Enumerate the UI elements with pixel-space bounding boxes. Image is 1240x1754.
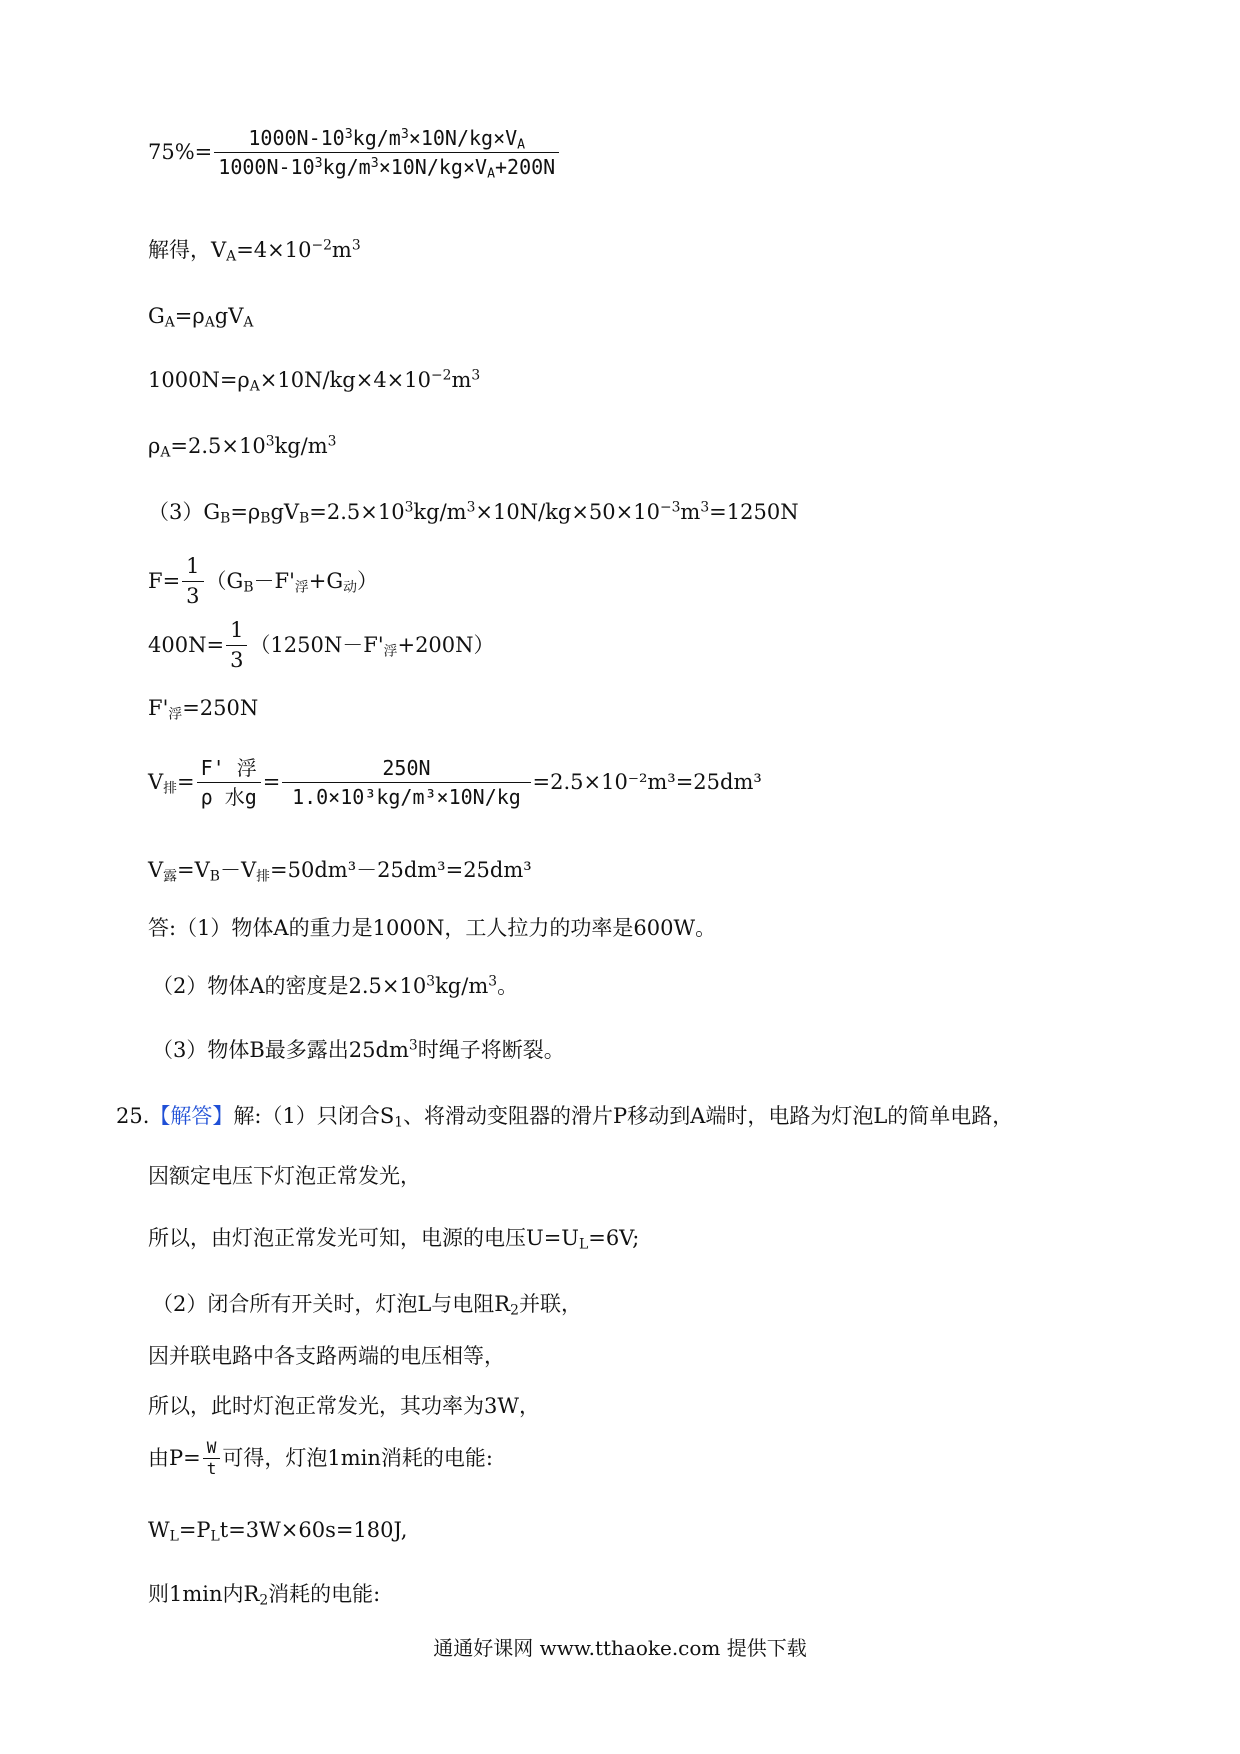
buoyancy-fraction bbox=[197, 758, 261, 807]
text: 则1min内R bbox=[148, 1582, 260, 1606]
text: 因额定电压下灯泡正常发光， bbox=[148, 1164, 421, 1188]
text: F' bbox=[148, 696, 169, 720]
text: =ρ bbox=[230, 500, 261, 524]
text: 400N= bbox=[148, 633, 225, 657]
text: =2.5×10 bbox=[170, 434, 266, 458]
text: m bbox=[680, 500, 701, 524]
text: kg/m bbox=[413, 500, 467, 524]
q25-line-4: （2）闭合所有开关时，灯泡L与电阻$R_2$并联， bbox=[152, 1292, 582, 1319]
f-prime-result: $F'_浮=250N$ bbox=[148, 696, 259, 723]
q25-line-7 bbox=[148, 1440, 493, 1477]
text: 解:（1）只闭合S bbox=[233, 1104, 395, 1128]
answer-3: （3）物体B最多露出$25dm^3$时绳子将断裂。 bbox=[152, 1037, 565, 1062]
text: 由P= bbox=[148, 1446, 201, 1470]
text: 并联， bbox=[518, 1292, 582, 1316]
text: 消耗的电能: bbox=[268, 1582, 381, 1606]
solve-va: 解得，$V_A=4\times 10^{-2}m^3$ bbox=[148, 237, 361, 265]
fraction-denominator: 1.0×10³kg/m³×10N/kg bbox=[292, 785, 521, 809]
text: =50dm³－25dm³=25dm³ bbox=[270, 858, 532, 882]
text: F= bbox=[148, 569, 181, 593]
text: （1250N－F' bbox=[249, 633, 384, 657]
text: 所以，此时灯泡正常发光，其功率为3W， bbox=[148, 1394, 540, 1418]
v-exposed-formula: $V_露=V_B-V_排=50dm^3-25dm^3=25dm^3$ bbox=[148, 858, 532, 885]
f-formula: F= $\frac{1}{3}$ $(G_B-F'_浮+G_动)$ bbox=[148, 554, 378, 608]
text: =1250N bbox=[709, 500, 799, 524]
text: ） bbox=[356, 569, 378, 593]
one-third-fraction: $\frac{1}{3}$ bbox=[182, 556, 203, 607]
text: 因并联电路中各支路两端的电压相等， bbox=[148, 1344, 505, 1368]
text: 所以，由灯泡正常发光可知，电源的电压U=U bbox=[148, 1226, 579, 1250]
text: 时绳子将断裂。 bbox=[417, 1038, 565, 1062]
q25-line-3: 所以，由灯泡正常发光可知，电源的电压$U=U_L=6V$; bbox=[148, 1226, 640, 1253]
text: t=3W×60s=180J, bbox=[219, 1518, 408, 1542]
efficiency-fraction bbox=[214, 126, 559, 182]
answer-1 bbox=[148, 918, 716, 939]
q25-line-8: $W_L=P_Lt=3W\times 60s=180J$, bbox=[148, 1518, 408, 1545]
text: V bbox=[148, 770, 164, 794]
f400-formula: 400N= $\frac{1}{3}$ $(1250N-F'_浮+200N)$ bbox=[148, 618, 495, 672]
text: =ρ bbox=[174, 304, 205, 328]
text: =2.5×10⁻²m³=25dm³ bbox=[532, 770, 762, 794]
text: =6V; bbox=[588, 1226, 640, 1250]
text: =250N bbox=[182, 696, 259, 720]
fraction-numerator: $1000N-10^3kg/m^3\times 10N/kg\times V_A$ bbox=[214, 128, 559, 153]
q25-line-2 bbox=[148, 1166, 421, 1187]
text: （3）物体B最多露出25dm bbox=[152, 1038, 409, 1062]
question-number: 25. bbox=[116, 1104, 150, 1128]
text: 1000N=ρ bbox=[148, 368, 250, 392]
text: （3）G bbox=[148, 500, 221, 524]
text: （2）闭合所有开关时，灯泡L与电阻R bbox=[152, 1292, 511, 1316]
text: 答:（1）物体A的重力是1000N，工人拉力的功率是600W。 bbox=[148, 916, 717, 940]
rho-substitution: $1000N=\rho_A\times 10N/kg\times 4\times 10^{-2}m^3$ bbox=[148, 367, 481, 395]
text: =4×10 bbox=[236, 238, 312, 262]
text: 解得，V bbox=[148, 238, 227, 262]
text: =V bbox=[177, 858, 210, 882]
text: =2.5×10 bbox=[309, 500, 405, 524]
text: +200N） bbox=[397, 633, 495, 657]
gb-formula: $(3)G_B=\rho_BgV_B=2.5\times 10^3kg/m^3\times 10N/kg\times 50\times 10^{-3}m^3=1250N$ bbox=[148, 499, 799, 527]
page-footer: 通通好课网 www.tthaoke.com 提供下载 bbox=[433, 1636, 807, 1660]
q25-line-5 bbox=[148, 1346, 505, 1367]
text: 可得，灯泡1min消耗的电能: bbox=[222, 1446, 493, 1470]
text: －F' bbox=[253, 569, 295, 593]
text: +G bbox=[308, 569, 344, 593]
text: （2）物体A的密度是2.5×10 bbox=[152, 974, 427, 998]
text: 。 bbox=[497, 974, 519, 998]
fraction-denominator: ρ 水g bbox=[200, 785, 257, 809]
efficiency-equation bbox=[148, 126, 561, 182]
eq-lead: 75%= bbox=[148, 140, 213, 164]
ga-formula: $G_A=\rho_AgV_A$ bbox=[148, 304, 254, 331]
q25-line-9: 则1min内$R_2$消耗的电能: bbox=[148, 1582, 381, 1609]
fraction-numerator: W bbox=[203, 1440, 221, 1459]
text: W bbox=[148, 1518, 170, 1542]
text: （G bbox=[205, 569, 244, 593]
power-fraction bbox=[203, 1440, 221, 1477]
v-displaced-formula: $V_排=$ $\frac{\text{F' 浮}}{\text{ρ 水g}}$ = $\frac{250N}{\text{1.0×10³kg/m³×10N/kg}}$ =2.5×10⁻²m³=25dm³ bbox=[148, 756, 762, 809]
q25-line-1: 25.【解答】解:（1）只闭合$S_1$、将滑动变阻器的滑片P移动到A端时，电路为灯泡L的简单电路， bbox=[116, 1104, 1014, 1131]
one-third-fraction: $\frac{1}{3}$ bbox=[226, 620, 247, 671]
volume-fraction bbox=[282, 758, 530, 807]
answer-tag: 【解答】 bbox=[149, 1104, 234, 1128]
text: V bbox=[148, 858, 164, 882]
fraction-numerator: F' 浮 bbox=[197, 758, 261, 783]
text: ×10N/kg×4×10 bbox=[259, 368, 431, 392]
text: －V bbox=[219, 858, 257, 882]
fraction-numerator: 250N bbox=[282, 758, 530, 783]
text: gV bbox=[270, 500, 300, 524]
text: ×10N/kg×50×10 bbox=[475, 500, 660, 524]
text: 、将滑动变阻器的滑片P移动到A端时，电路为灯泡L的简单电路， bbox=[403, 1104, 1014, 1128]
rho-result: $\rho_A=2.5\times 10^3kg/m^3$ bbox=[148, 433, 337, 461]
answer-2: （2）物体A的密度是$2.5\times 10^3kg/m^3$。 bbox=[152, 973, 519, 998]
text: =P bbox=[178, 1518, 211, 1542]
fraction-denominator: t bbox=[206, 1459, 217, 1478]
text: kg/m bbox=[435, 974, 489, 998]
fraction-denominator: $1000N-10^3kg/m^3\times 10N/kg\times V_A+200N$ bbox=[218, 155, 556, 182]
q25-line-6 bbox=[148, 1396, 540, 1417]
